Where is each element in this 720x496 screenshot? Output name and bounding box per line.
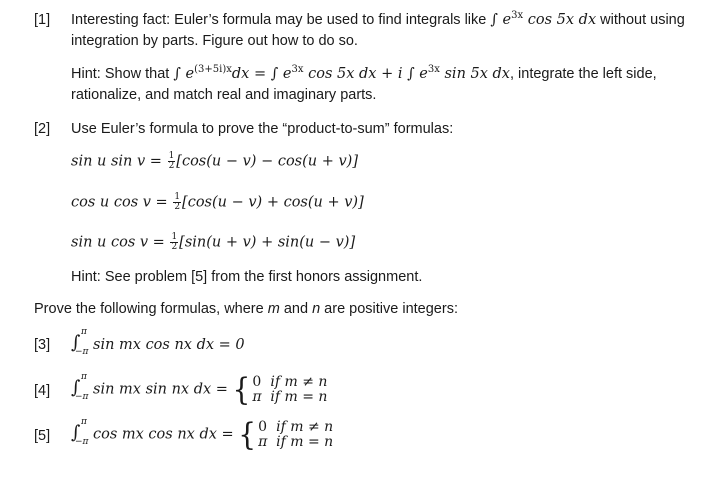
problem-1-line-2: integration by parts. Figure out how to do so. (71, 33, 358, 49)
case-row: 0 if m ≠ n (252, 373, 328, 390)
problem-1-number: [1] (34, 12, 51, 28)
formula-sin-cos (71, 233, 355, 252)
left-brace: { (238, 416, 257, 453)
problem-2-text: Use Euler’s formula to prove the “product-to-sum” formulas: (71, 121, 454, 137)
integral-sign: ∫ (490, 12, 498, 28)
integrand-rest: cos 5x dx (523, 12, 597, 28)
formula-right: [cos(u − v) + cos(u + v)] (182, 194, 364, 211)
e-base: e (282, 66, 292, 82)
exponent: 3x (511, 10, 524, 21)
proof-intro (34, 301, 458, 317)
var-m: m (267, 301, 280, 317)
case-row: π if m = n (252, 388, 328, 405)
fraction-half: $\frac{1}{2}$ (174, 192, 181, 212)
case-row: π if m = n (258, 433, 334, 450)
problem-1-line-1 (71, 12, 685, 28)
hint-eq-part: cos 5x dx + i (303, 66, 408, 82)
problem-1-hint-line-2: rationalize, and match real and imaginary parts. (71, 87, 377, 103)
integral-sign: ∫ (407, 66, 415, 82)
integral-sign: ∫ (173, 66, 181, 82)
formula-left: sin u cos v = (71, 234, 170, 251)
exponent: (3+5i)x (194, 64, 232, 75)
problem-1-text-tail: without using (596, 12, 685, 28)
var-n: n (312, 301, 321, 317)
e-base: e (419, 66, 428, 82)
formula-right: [sin(u + v) + sin(u − v)] (179, 234, 356, 251)
case-row: 0 if m ≠ n (258, 418, 334, 435)
problem-4-formula (71, 373, 327, 406)
problem-3-formula (71, 327, 245, 357)
formula-left: cos u cos v = (71, 194, 173, 211)
integrand: sin mx cos nx dx = 0 (93, 337, 245, 353)
definite-integral-sign: ∫ π −π (71, 371, 89, 402)
problem-3-number: [3] (34, 337, 51, 353)
hint-eq-part: sin 5x dx (439, 66, 510, 82)
hint-text-tail: , integrate the left side, (509, 66, 657, 82)
problem-2-hint: Hint: See problem [5] from the first honors assignment. (71, 269, 423, 285)
problem-2-number: [2] (34, 121, 51, 137)
definite-integral-sign: ∫ π −π (71, 416, 89, 447)
problem-4-number: [4] (34, 383, 51, 399)
hint-label: Hint: Show that (71, 66, 174, 82)
problem-1-integral (490, 12, 596, 28)
piecewise-cases (238, 418, 333, 451)
fraction-half: $\frac{1}{2}$ (171, 232, 178, 252)
intro-text: are positive integers: (320, 301, 458, 317)
hint-eq-part: dx = (231, 66, 271, 82)
e-base: e (502, 12, 512, 28)
intro-text: Prove the following formulas, where (34, 301, 268, 317)
problem-1-hint (71, 66, 657, 82)
exponent: 3x (427, 64, 440, 75)
definite-integral-sign: ∫ π −π (71, 327, 89, 357)
integrand: sin mx sin nx dx = (93, 381, 233, 398)
e-base: e (185, 66, 195, 82)
piecewise-cases (233, 373, 328, 406)
integral-sign: ∫ (270, 66, 279, 82)
problem-5-number: [5] (34, 428, 51, 444)
exponent: 3x (291, 64, 304, 75)
formula-left: sin u sin v = (71, 153, 167, 170)
intro-text: and (279, 301, 313, 317)
fraction-half: $\frac{1}{2}$ (168, 151, 175, 171)
problem-1-text: Interesting fact: Euler’s formula may be used to find integrals like (71, 12, 491, 28)
left-brace: { (232, 371, 251, 408)
problem-5-formula (71, 418, 333, 451)
integrand: cos mx cos nx dx = (93, 426, 239, 443)
formula-sin-sin (71, 152, 358, 171)
formula-right: [cos(u − v) − cos(u + v)] (176, 153, 358, 170)
formula-cos-cos (71, 193, 364, 212)
hint-equation (173, 66, 510, 82)
